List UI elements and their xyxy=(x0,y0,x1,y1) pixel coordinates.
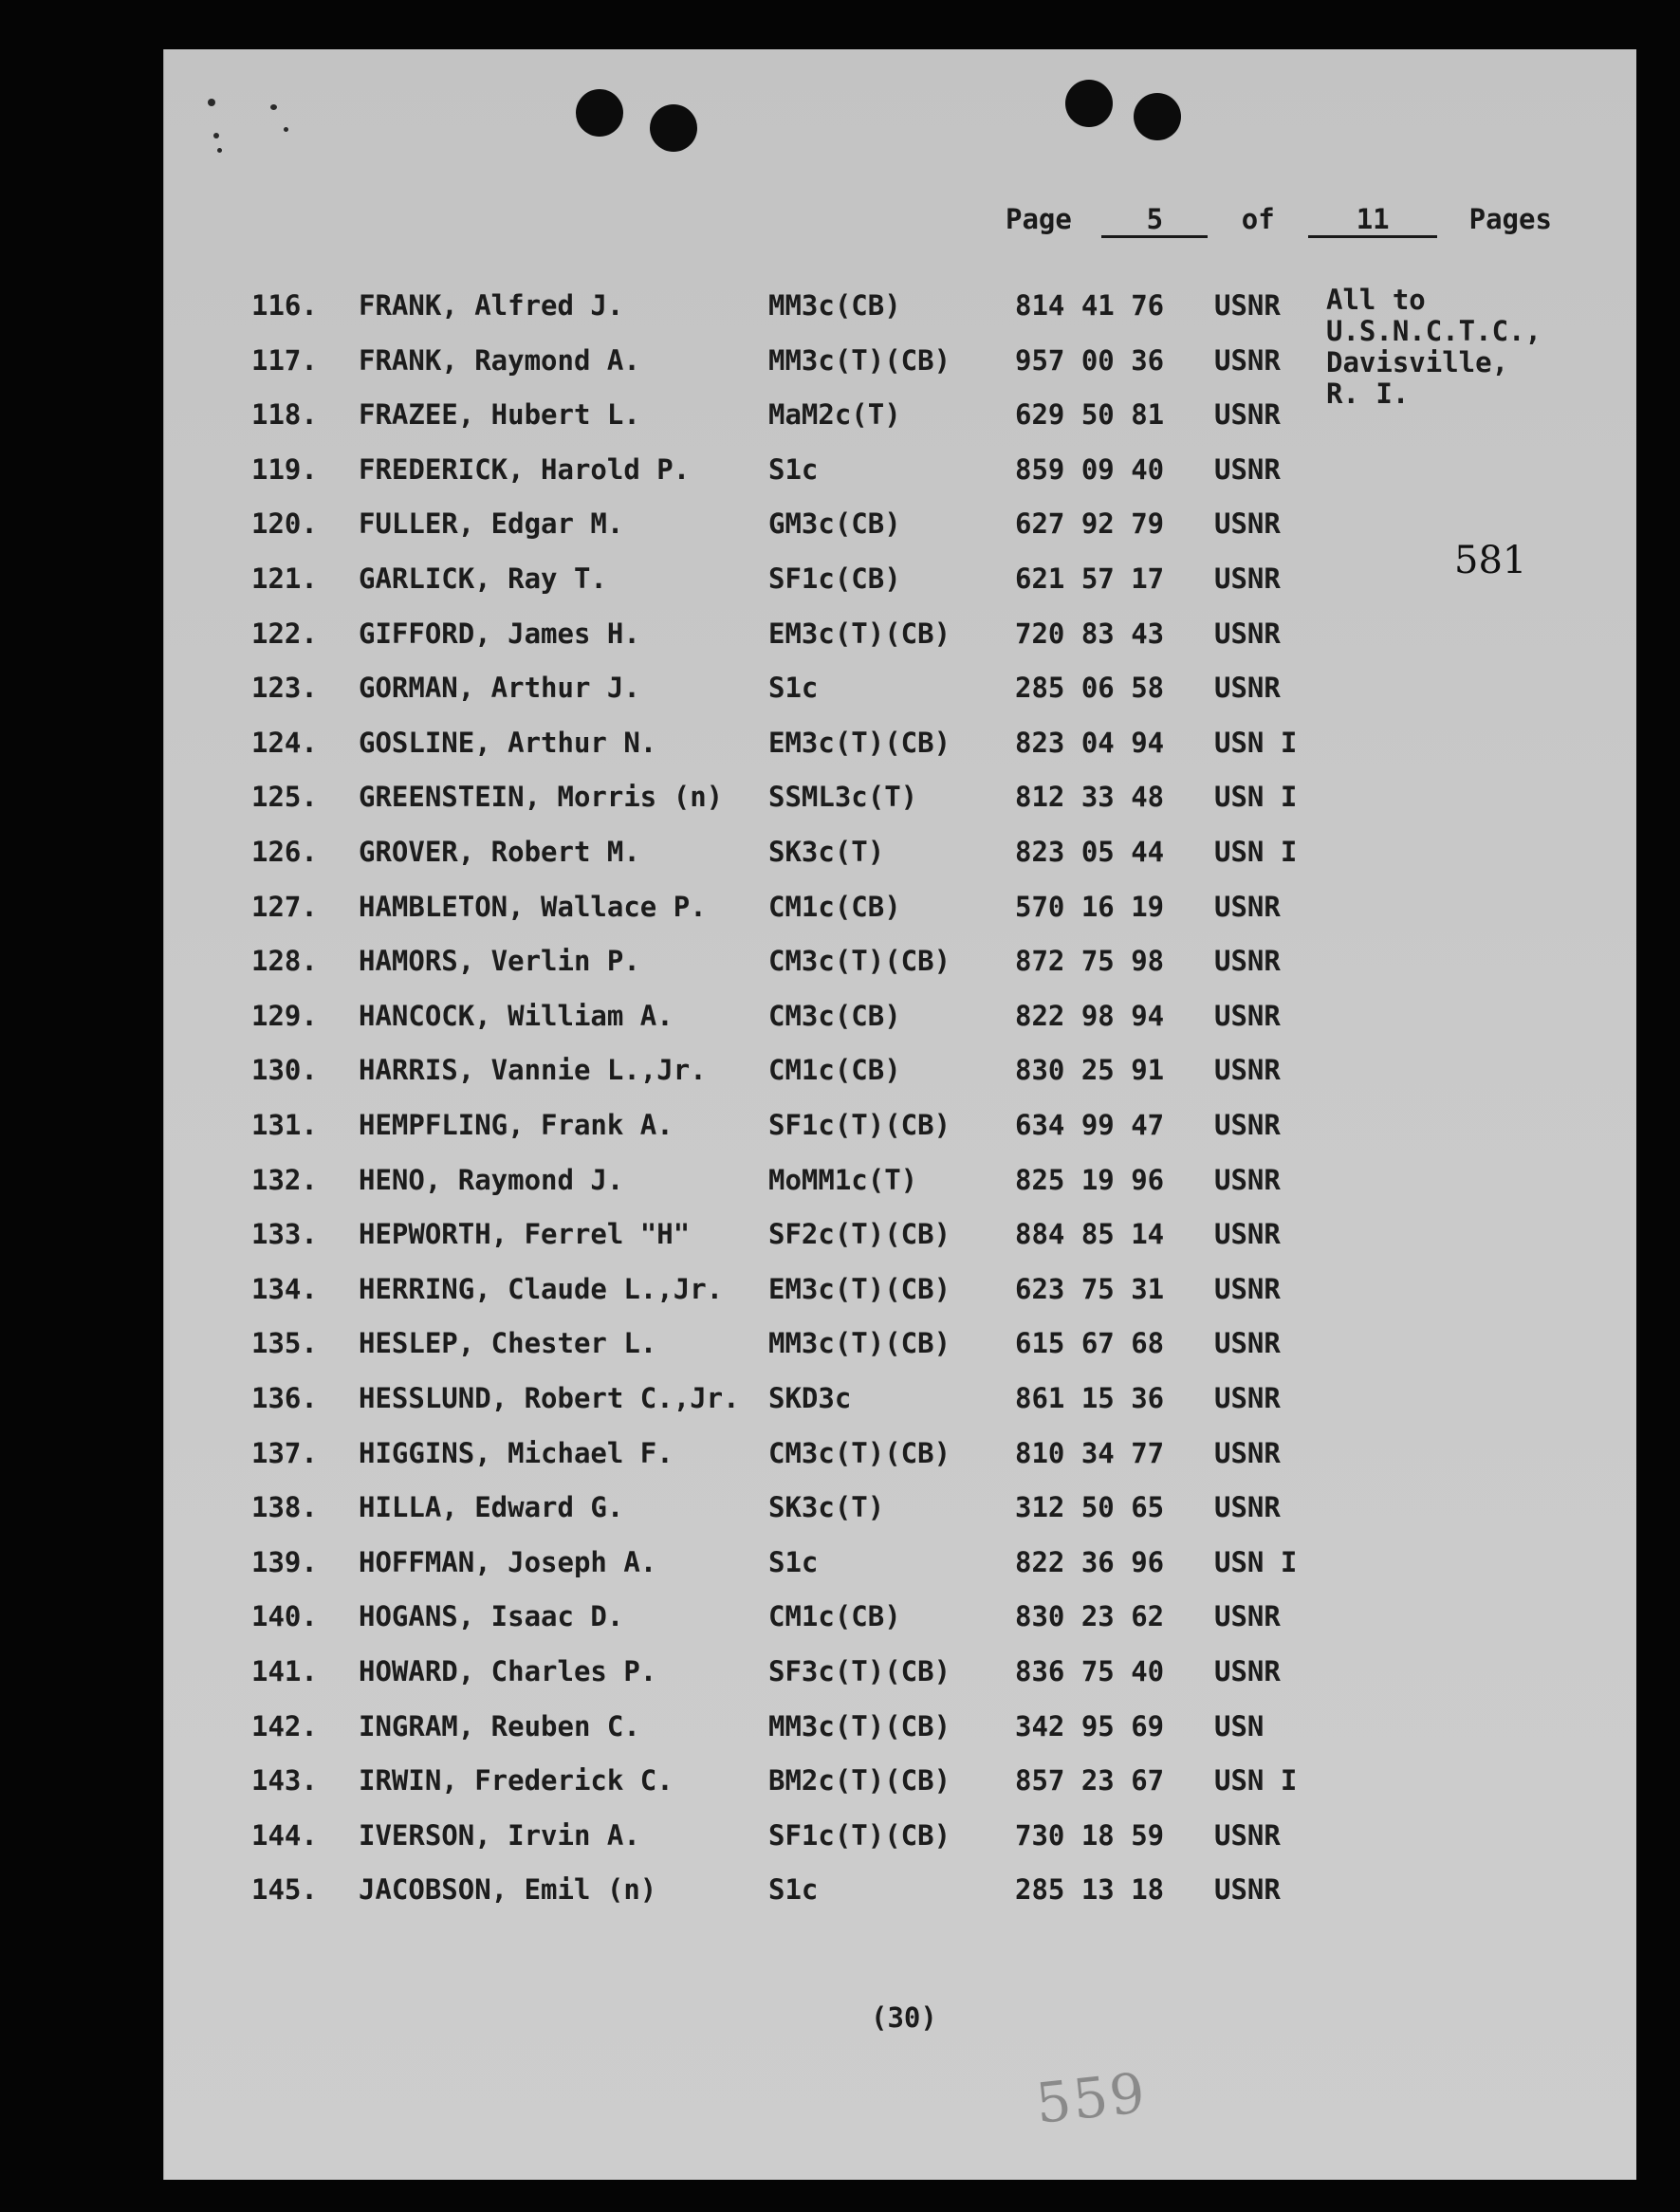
service-number: 822 98 94 xyxy=(1015,999,1165,1032)
component: USNR xyxy=(1214,1491,1281,1524)
rate: EM3c(T)(CB) xyxy=(768,1272,951,1305)
component: USN I xyxy=(1214,726,1298,759)
sailor-name: HERRING, Claude L.,Jr. xyxy=(359,1272,724,1305)
total-pages: 11 xyxy=(1308,203,1437,238)
entry-number: 145. xyxy=(251,1873,318,1907)
sailor-name: HARRIS, Vannie L.,Jr. xyxy=(359,1054,707,1087)
rate: SF1c(T)(CB) xyxy=(768,1109,951,1141)
component: USNR xyxy=(1214,1655,1281,1687)
component: USN I xyxy=(1214,1545,1298,1578)
rate: S1c xyxy=(768,1873,819,1907)
component: USNR xyxy=(1214,1054,1281,1087)
page-label: Page xyxy=(1006,203,1072,235)
component: USNR xyxy=(1214,507,1281,541)
sailor-name: GORMAN, Arthur J. xyxy=(359,672,640,705)
entry-number: 144. xyxy=(251,1818,318,1852)
rate: SF1c(T)(CB) xyxy=(768,1818,951,1852)
speck xyxy=(208,99,215,106)
service-number: 859 09 40 xyxy=(1015,452,1165,486)
stamp-number: 581 xyxy=(1454,539,1527,582)
service-number: 830 25 91 xyxy=(1015,1054,1165,1087)
sailor-name: HESLEP, Chester L. xyxy=(359,1327,657,1360)
rate: GM3c(CB) xyxy=(768,507,901,541)
entry-number: 137. xyxy=(251,1436,318,1469)
sailor-name: HEMPFLING, Frank A. xyxy=(359,1109,674,1141)
rate: BM2c(T)(CB) xyxy=(768,1764,951,1797)
sailor-name: FRANK, Raymond A. xyxy=(359,343,640,377)
punch-hole xyxy=(1065,80,1113,127)
service-number: 623 75 31 xyxy=(1015,1272,1165,1305)
sailor-name: HEPWORTH, Ferrel "H" xyxy=(359,1218,691,1251)
entry-number: 130. xyxy=(251,1054,318,1087)
rate: CM1c(CB) xyxy=(768,1054,901,1087)
entry-number: 142. xyxy=(251,1709,318,1742)
rate: MM3c(T)(CB) xyxy=(768,343,951,377)
component: USNR xyxy=(1214,398,1281,432)
service-number: 285 13 18 xyxy=(1015,1873,1165,1907)
speck xyxy=(284,127,288,132)
sailor-name: HENO, Raymond J. xyxy=(359,1163,624,1196)
component: USNR xyxy=(1214,999,1281,1032)
speck xyxy=(217,148,222,153)
entry-number: 123. xyxy=(251,672,318,705)
service-number: 312 50 65 xyxy=(1015,1491,1165,1524)
sailor-name: GOSLINE, Arthur N. xyxy=(359,726,657,759)
page-number: 5 xyxy=(1101,203,1208,238)
service-number: 830 23 62 xyxy=(1015,1600,1165,1633)
entry-number: 128. xyxy=(251,945,318,978)
entry-number: 121. xyxy=(251,562,318,595)
sailor-name: HAMBLETON, Wallace P. xyxy=(359,890,707,923)
rate: SF3c(T)(CB) xyxy=(768,1655,951,1687)
component: USNR xyxy=(1214,1818,1281,1852)
sailor-name: JACOBSON, Emil (n) xyxy=(359,1873,657,1907)
rate: MoMM1c(T) xyxy=(768,1163,918,1196)
rate: CM1c(CB) xyxy=(768,890,901,923)
component: USNR xyxy=(1214,617,1281,650)
component: USNR xyxy=(1214,1109,1281,1141)
rate: SKD3c xyxy=(768,1382,852,1414)
component: USN I xyxy=(1214,1764,1298,1797)
sailor-name: GROVER, Robert M. xyxy=(359,836,640,868)
component: USN I xyxy=(1214,781,1298,814)
sailor-name: HILLA, Edward G. xyxy=(359,1491,624,1524)
rate: EM3c(T)(CB) xyxy=(768,617,951,650)
pencil-annotation: 559 xyxy=(1032,2060,1150,2136)
sailor-name: HOWARD, Charles P. xyxy=(359,1655,657,1687)
sailor-name: HAMORS, Verlin P. xyxy=(359,945,640,978)
rate: CM3c(T)(CB) xyxy=(768,945,951,978)
component: USNR xyxy=(1214,945,1281,978)
component: USNR xyxy=(1214,562,1281,595)
entry-number: 119. xyxy=(251,452,318,486)
component: USNR xyxy=(1214,343,1281,377)
service-number: 730 18 59 xyxy=(1015,1818,1165,1852)
entry-number: 140. xyxy=(251,1600,318,1633)
punch-hole xyxy=(650,104,697,152)
sailor-name: HOFFMAN, Joseph A. xyxy=(359,1545,657,1578)
entry-number: 136. xyxy=(251,1382,318,1414)
speck xyxy=(270,104,277,110)
service-number: 570 16 19 xyxy=(1015,890,1165,923)
service-number: 285 06 58 xyxy=(1015,672,1165,705)
component: USN I xyxy=(1214,836,1298,868)
rate: MM3c(T)(CB) xyxy=(768,1709,951,1742)
rate: CM3c(T)(CB) xyxy=(768,1436,951,1469)
sailor-name: GARLICK, Ray T. xyxy=(359,562,607,595)
service-number: 884 85 14 xyxy=(1015,1218,1165,1251)
service-number: 857 23 67 xyxy=(1015,1764,1165,1797)
rate: S1c xyxy=(768,452,819,486)
service-number: 621 57 17 xyxy=(1015,562,1165,595)
entry-number: 129. xyxy=(251,999,318,1032)
component: USNR xyxy=(1214,1382,1281,1414)
rate: MM3c(T)(CB) xyxy=(768,1327,951,1360)
service-number: 810 34 77 xyxy=(1015,1436,1165,1469)
service-number: 720 83 43 xyxy=(1015,617,1165,650)
page-header xyxy=(1006,203,1552,241)
service-number: 872 75 98 xyxy=(1015,945,1165,978)
entry-number: 117. xyxy=(251,343,318,377)
service-number: 825 19 96 xyxy=(1015,1163,1165,1196)
entry-number: 135. xyxy=(251,1327,318,1360)
component: USNR xyxy=(1214,1272,1281,1305)
rate: SF1c(CB) xyxy=(768,562,901,595)
sailor-name: HANCOCK, William A. xyxy=(359,999,674,1032)
rate: S1c xyxy=(768,672,819,705)
component: USNR xyxy=(1214,890,1281,923)
component: USNR xyxy=(1214,1218,1281,1251)
service-number: 629 50 81 xyxy=(1015,398,1165,432)
service-number: 634 99 47 xyxy=(1015,1109,1165,1141)
entry-number: 122. xyxy=(251,617,318,650)
rate: EM3c(T)(CB) xyxy=(768,726,951,759)
sailor-name: HIGGINS, Michael F. xyxy=(359,1436,674,1469)
service-number: 627 92 79 xyxy=(1015,507,1165,541)
component: USNR xyxy=(1214,1436,1281,1469)
speck xyxy=(213,133,219,138)
entry-number: 131. xyxy=(251,1109,318,1141)
footer-page-number: (30) xyxy=(871,2001,937,2034)
rate: CM1c(CB) xyxy=(768,1600,901,1633)
component: USNR xyxy=(1214,1600,1281,1633)
service-number: 957 00 36 xyxy=(1015,343,1165,377)
entry-number: 125. xyxy=(251,781,318,814)
service-number: 342 95 69 xyxy=(1015,1709,1165,1742)
sailor-name: IRWIN, Frederick C. xyxy=(359,1764,674,1797)
rate: MM3c(CB) xyxy=(768,289,901,322)
component: USNR xyxy=(1214,1327,1281,1360)
sailor-name: FRANK, Alfred J. xyxy=(359,289,624,322)
component: USN xyxy=(1214,1709,1265,1742)
rate: SF2c(T)(CB) xyxy=(768,1218,951,1251)
transfer-note: All to U.S.N.C.T.C., Davisville, R. I. xyxy=(1326,284,1542,410)
entry-number: 134. xyxy=(251,1272,318,1305)
service-number: 814 41 76 xyxy=(1015,289,1165,322)
entry-number: 139. xyxy=(251,1545,318,1578)
sailor-name: GREENSTEIN, Morris (n) xyxy=(359,781,724,814)
sailor-name: IVERSON, Irvin A. xyxy=(359,1818,640,1852)
component: USNR xyxy=(1214,1163,1281,1196)
punch-hole xyxy=(1134,93,1181,140)
component: USNR xyxy=(1214,1873,1281,1907)
entry-number: 132. xyxy=(251,1163,318,1196)
of-label: of xyxy=(1241,203,1275,235)
rate: SSML3c(T) xyxy=(768,781,918,814)
entry-number: 127. xyxy=(251,890,318,923)
sailor-name: FRAZEE, Hubert L. xyxy=(359,398,640,432)
service-number: 861 15 36 xyxy=(1015,1382,1165,1414)
sailor-name: HESSLUND, Robert C.,Jr. xyxy=(359,1382,740,1414)
entry-number: 138. xyxy=(251,1491,318,1524)
sailor-name: INGRAM, Reuben C. xyxy=(359,1709,640,1742)
entry-number: 143. xyxy=(251,1764,318,1797)
service-number: 822 36 96 xyxy=(1015,1545,1165,1578)
sailor-name: FREDERICK, Harold P. xyxy=(359,452,691,486)
component: USNR xyxy=(1214,452,1281,486)
entry-number: 141. xyxy=(251,1655,318,1687)
entry-number: 124. xyxy=(251,726,318,759)
rate: CM3c(CB) xyxy=(768,999,901,1032)
service-number: 615 67 68 xyxy=(1015,1327,1165,1360)
rate: MaM2c(T) xyxy=(768,398,901,432)
sailor-name: GIFFORD, James H. xyxy=(359,617,640,650)
service-number: 836 75 40 xyxy=(1015,1655,1165,1687)
entry-number: 126. xyxy=(251,836,318,868)
service-number: 823 05 44 xyxy=(1015,836,1165,868)
entry-number: 120. xyxy=(251,507,318,541)
punch-hole xyxy=(576,89,623,137)
entry-number: 118. xyxy=(251,398,318,432)
rate: SK3c(T) xyxy=(768,1491,885,1524)
entry-number: 133. xyxy=(251,1218,318,1251)
pages-label: Pages xyxy=(1468,203,1552,235)
entry-number: 116. xyxy=(251,289,318,322)
service-number: 823 04 94 xyxy=(1015,726,1165,759)
service-number: 812 33 48 xyxy=(1015,781,1165,814)
rate: S1c xyxy=(768,1545,819,1578)
component: USNR xyxy=(1214,672,1281,705)
sailor-name: HOGANS, Isaac D. xyxy=(359,1600,624,1633)
component: USNR xyxy=(1214,289,1281,322)
sailor-name: FULLER, Edgar M. xyxy=(359,507,624,541)
rate: SK3c(T) xyxy=(768,836,885,868)
